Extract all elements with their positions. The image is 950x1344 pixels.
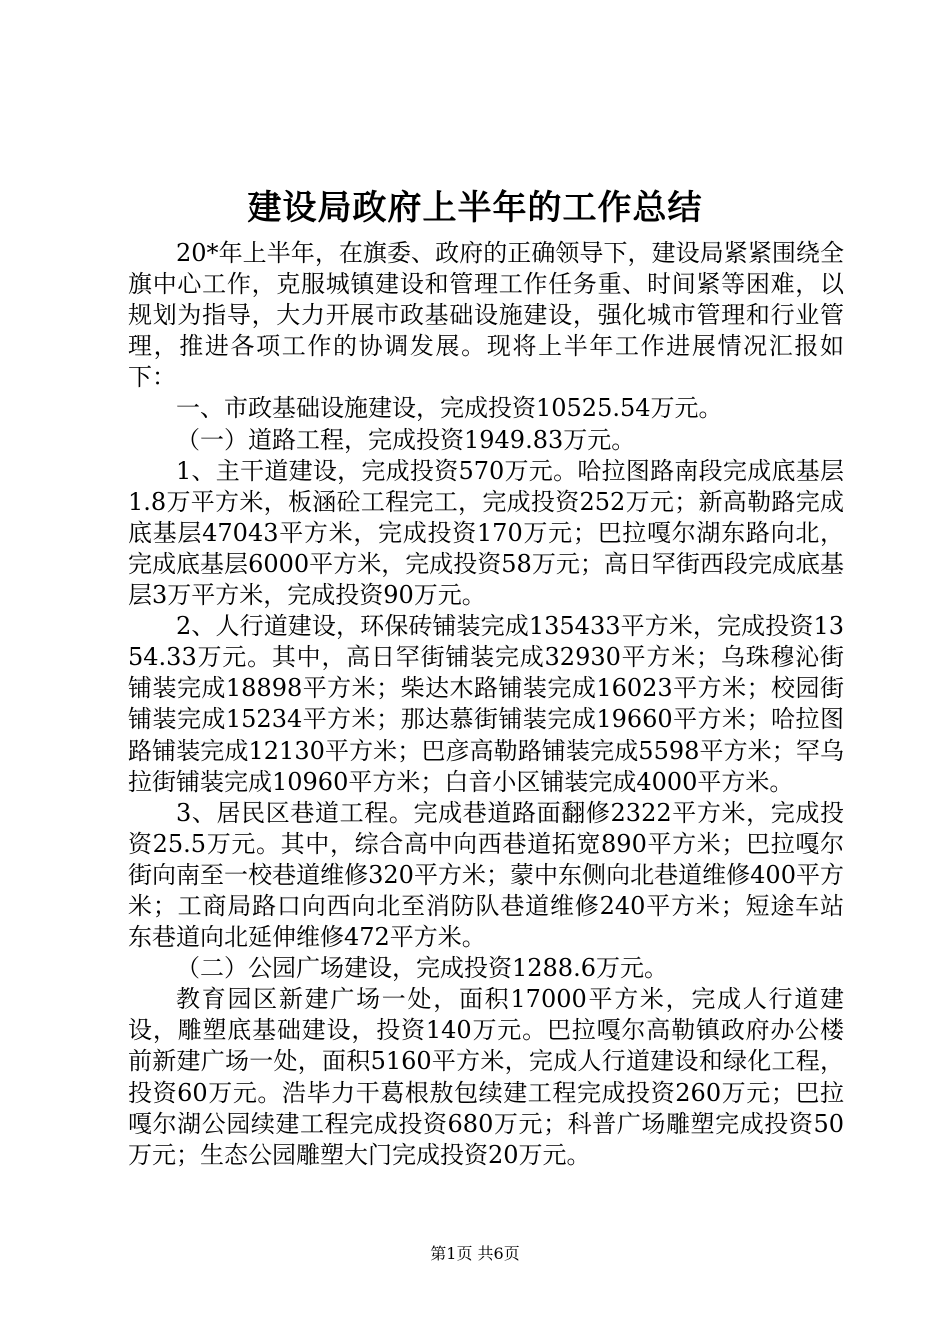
paragraph-main-roads: 1、主干道建设，完成投资570万元。哈拉图路南段完成底基层1.8万平方米，板涵砼工程完工，完成投资252万元；新高勒路完成底基层47043平方米，完成投资170万元；巴拉嘎尔湖东路向北，完成底基层6000平方米，完成投资58万元；高日罕街西段完成底基层3万平方米，完成投资90万元。 — [128, 456, 844, 610]
section-heading-municipal: 一、市政基础设施建设，完成投资10525.54万元。 — [176, 394, 723, 423]
paragraph-sidewalks: 2、人行道建设，环保砖铺装完成135433平方米，完成投资1354.33万元。其中，高日罕街铺装完成32930平方米；乌珠穆沁街铺装完成18898平方米；柴达木路铺装完成16023平方米；校园街铺装完成15234平方米；那达慕街铺装完成19660平方米；哈拉图路铺装完成12130平方米；巴彦高勒路铺装完成5598平方米；罕乌拉街铺装完成10960平方米；白音小区铺装完成4000平方米。 — [128, 612, 844, 796]
paragraph-alleys: 3、居民区巷道工程。完成巷道路面翻修2322平方米，完成投资25.5万元。其中，综合高中向西巷道拓宽890平方米；巴拉嘎尔街向南至一校巷道维修320平方米；蒙中东侧向北巷道维修400平方米；工商局路口向西向北至消防队巷道维修240平方米；短途车站东巷道向北延伸维修472平方米。 — [128, 798, 844, 952]
subsection-heading-parks: （二）公园广场建设，完成投资1288.6万元。 — [176, 954, 668, 983]
intro-paragraph: 20*年上半年，在旗委、政府的正确领导下，建设局紧紧围绕全旗中心工作，克服城镇建设和管理工作任务重、时间紧等困难，以规划为指导，大力开展市政基础设施建设，强化城市管理和行业管理，推进各项工作的协调发展。现将上半年工作进展情况汇报如下： — [128, 239, 844, 392]
document-title: 建设局政府上半年的工作总结 — [247, 188, 703, 228]
document-body — [128, 238, 844, 1171]
paragraph-parks: 教育园区新建广场一处，面积17000平方米，完成人行道建设，雕塑底基础建设，投资140万元。巴拉嘎尔高勒镇政府办公楼前新建广场一处，面积5160平方米，完成人行道建设和绿化工程，投资60万元。浩毕力干葛根敖包续建工程完成投资260万元；巴拉嘎尔湖公园续建工程完成投资680万元；科普广场雕塑完成投资50万元；生态公园雕塑大门完成投资20万元。 — [128, 985, 844, 1169]
page-footer: 第1页 共6页 — [430, 1244, 520, 1263]
subsection-heading-roads: （一）道路工程，完成投资1949.83万元。 — [176, 425, 636, 454]
